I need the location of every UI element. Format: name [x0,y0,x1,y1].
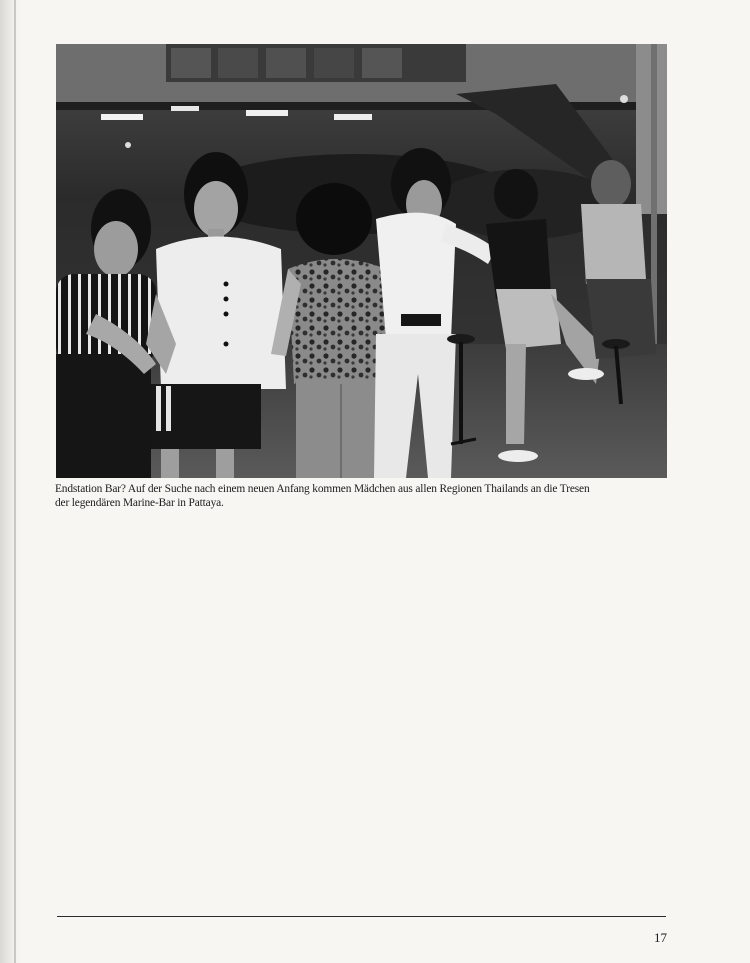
bar-photograph [56,44,667,478]
page-binding-shadow [0,0,22,963]
page-number: 17 [654,930,667,945]
caption-line-2: der legendären Marine-Bar in Pattaya. [55,496,224,509]
photo-illustration [56,44,667,478]
caption-line-1: Endstation Bar? Auf der Suche nach einem neuen Anfang kommen Mädchen aus allen Regionen Thailands an die Tresen [55,483,590,495]
page-binding-edge [14,0,16,963]
photo-caption [55,483,669,510]
footer-rule [57,916,666,917]
